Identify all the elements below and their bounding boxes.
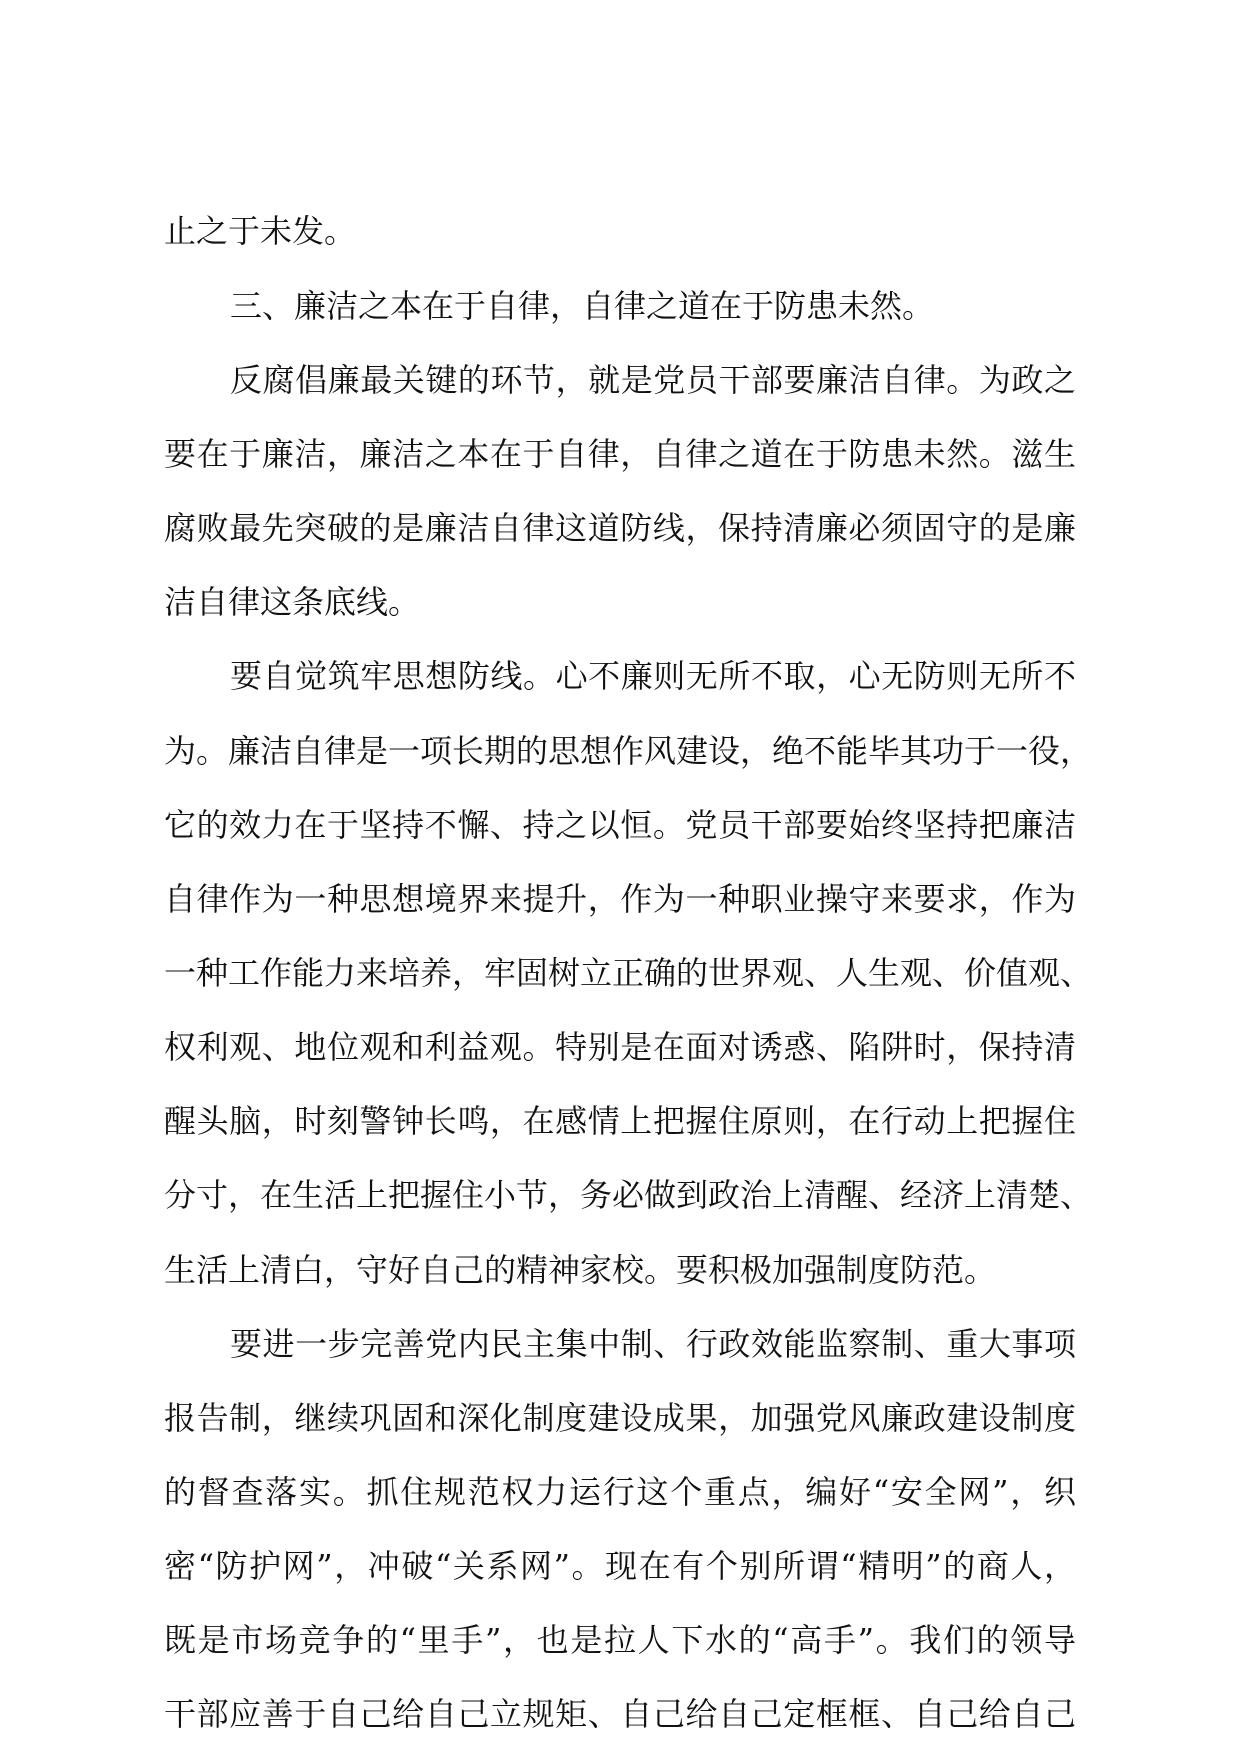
text-line: 既是市场竞争的“里手”，也是拉人下水的“高手”。我们的领导	[164, 1621, 1076, 1659]
section-heading: 三、廉洁之本在于自律，自律之道在于防患未然。	[230, 287, 935, 325]
text-line: 止之于未发。	[164, 212, 357, 250]
text-line: 的督查落实。抓住规范权力运行这个重点，编好“安全网”，织	[164, 1473, 1076, 1511]
text-line: 要自觉筑牢思想防线。心不廉则无所不取，心无防则无所不	[230, 657, 1076, 695]
text-line: 一种工作能力来培养，牢固树立正确的世界观、人生观、价值观、	[164, 954, 1093, 992]
text-line: 干部应善于自己给自己立规矩、自己给自己定框框、自己给自己	[164, 1695, 1076, 1733]
text-line: 自律作为一种思想境界来提升，作为一种职业操守来要求，作为	[164, 880, 1076, 918]
text-line: 要进一步完善党内民主集中制、行政效能监察制、重大事项	[230, 1325, 1076, 1363]
text-line: 洁自律这条底线。	[164, 583, 421, 621]
text-line: 为。廉洁自律是一项长期的思想作风建设，绝不能毕其功于一役，	[164, 732, 1093, 770]
text-line: 要在于廉洁，廉洁之本在于自律，自律之道在于防患未然。滋生	[164, 435, 1076, 473]
text-line: 密“防护网”，冲破“关系网”。现在有个别所谓“精明”的商人，	[164, 1547, 1076, 1585]
text-line: 权利观、地位观和利益观。特别是在面对诱惑、陷阱时，保持清	[164, 1028, 1076, 1066]
text-line: 它的效力在于坚持不懈、持之以恒。党员干部要始终坚持把廉洁	[164, 806, 1076, 844]
text-line: 报告制，继续巩固和深化制度建设成果，加强党风廉政建设制度	[164, 1399, 1076, 1437]
text-line: 醒头脑，时刻警钟长鸣，在感情上把握住原则，在行动上把握住	[164, 1102, 1076, 1140]
text-line: 反腐倡廉最关键的环节，就是党员干部要廉洁自律。为政之	[230, 361, 1076, 399]
text-line: 分寸，在生活上把握住小节，务必做到政治上清醒、经济上清楚、	[164, 1176, 1093, 1214]
text-line: 腐败最先突破的是廉洁自律这道防线，保持清廉必须固守的是廉	[164, 509, 1076, 547]
text-line: 生活上清白，守好自己的精神家校。要积极加强制度防范。	[164, 1251, 997, 1289]
